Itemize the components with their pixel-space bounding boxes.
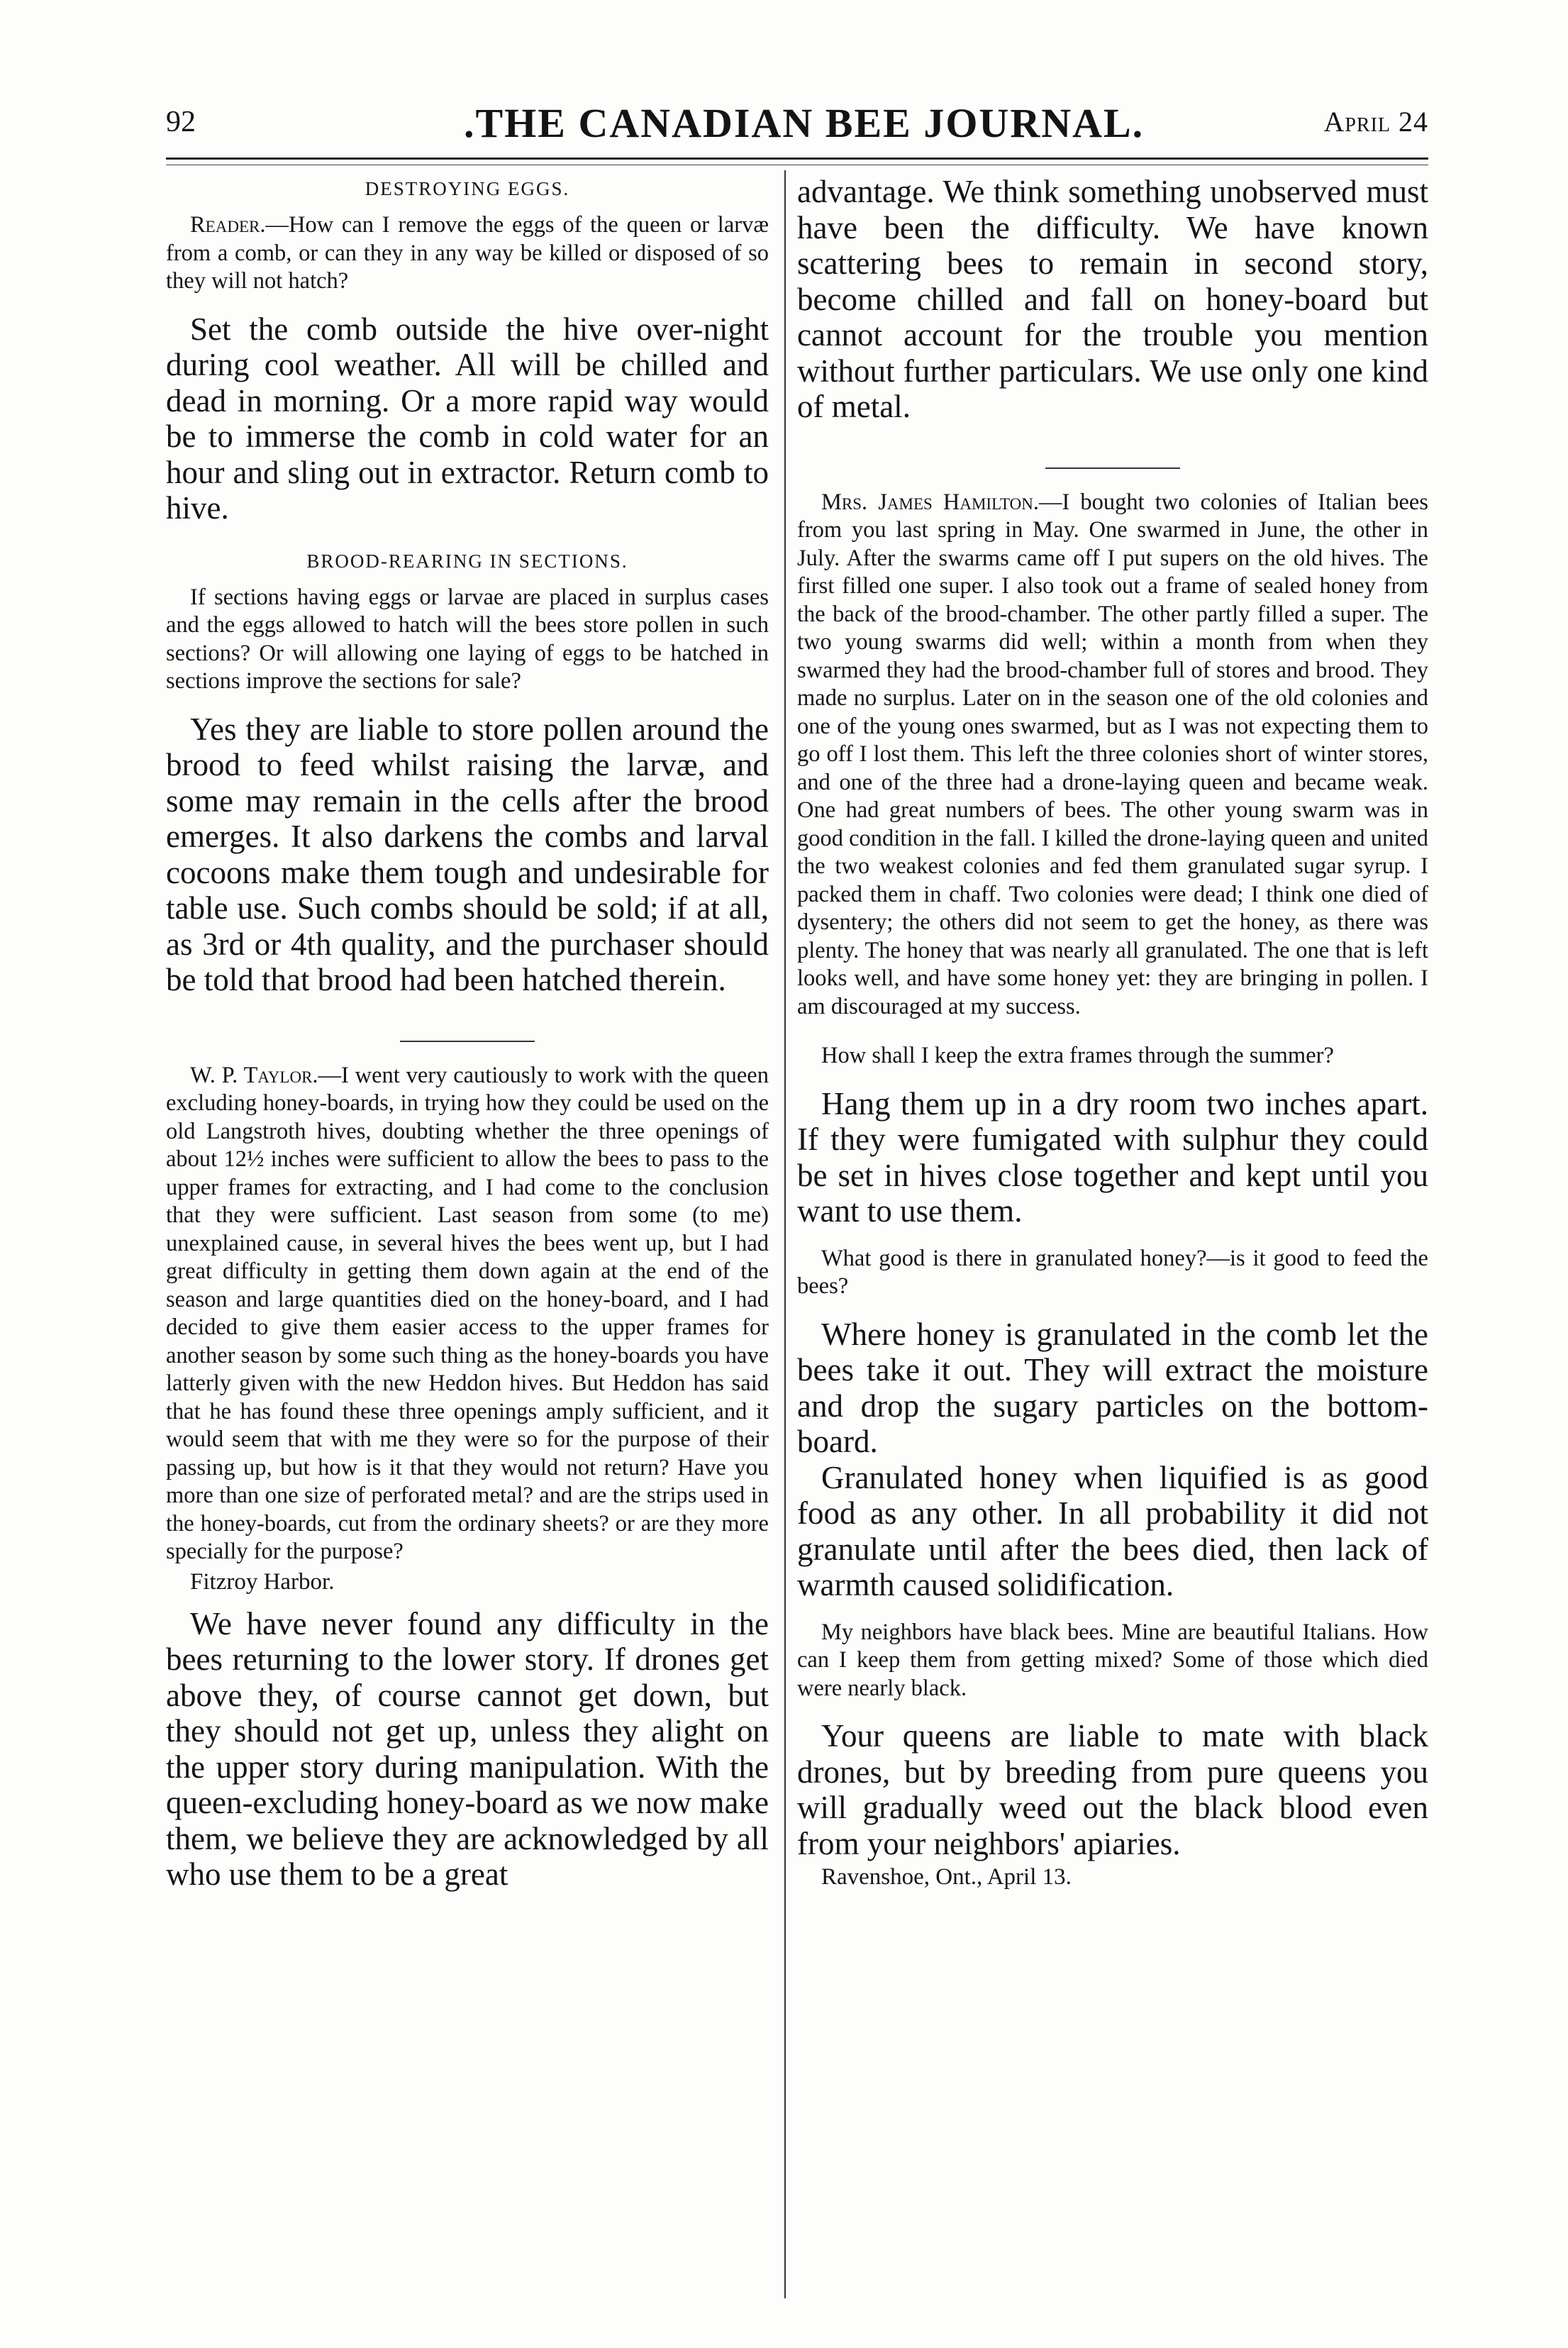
reply-continuation: advantage. We think something unobserved must have been the difficulty. We have known scattering bees to remain in second story, become chilled and fall on honey-board but cannot account for the trouble you mention without further particulars. We use only one kind of metal. bbox=[797, 174, 1428, 424]
letter-signature: Ravenshoe, Ont., April 13. bbox=[821, 1864, 1072, 1890]
answer-granulated-honey-1: Where honey is granulated in the comb let the bees take it out. They will extract the moisture and drop the sugary particles on the bottom-board. bbox=[797, 1316, 1428, 1459]
letter-author: Mrs. James Hamilton. bbox=[821, 489, 1039, 515]
question-reader bbox=[166, 211, 769, 296]
issue-date: April 24 bbox=[1323, 106, 1428, 138]
answer-brood-rearing: Yes they are liable to store pollen around the brood to feed whilst raising the larvæ, and some may remain in the cells after the brood emerges. It also darkens the combs and larval cocoons make them tough and undesirable for table use. Such combs should be sold; if at all, as 3rd or 4th quality, and the purchaser should be told that brood had been hatched therein. bbox=[166, 711, 769, 997]
letter-text: —I went very cautiously to work with the queen excluding honey-boards, in trying how they could be used on the old Langstroth hives, doubting whether the three openings of about 12½ inches were sufficient to allow the bees to pass to the upper frames for extracting, and I had come to the conclusion that they were sufficient. Last season from some (to me) unexplained cause, in several hives the bees went up, but I had great difficulty in getting them down again at the end of the season and large quantities died on the honey-board, and I had decided to give them easier access to the upper frames for another season by some such thing as the honey-boards you have latterly given with the new Heddon hives. But Heddon has said that he has found these three openings amply sufficient, and it would seem that with me they were so for the purpose of their passing up, but how is it that they would not return? Have you more than one size of perforated metal? and are the strips used in the honey-boards, cut from the ordinary sheets? or are they more specially for the purpose? bbox=[166, 1062, 769, 1564]
question-granulated-honey: What good is there in granulated honey?—is it good to feed the bees? bbox=[797, 1245, 1428, 1299]
section-separator bbox=[1045, 467, 1180, 469]
heading-brood-rearing: BROOD-REARING IN SECTIONS. bbox=[306, 550, 628, 572]
question-text: —How can I remove the eggs of the queen or larvæ from a comb, or can they in any way be killed or disposed of so they will not hatch? bbox=[166, 212, 769, 294]
column-divider bbox=[784, 170, 786, 2298]
letter-signature: Fitzroy Harbor. bbox=[190, 1568, 335, 1595]
heading-destroying-eggs: DESTROYING EGGS. bbox=[365, 178, 570, 199]
question-black-bees: My neighbors have black bees. Mine are beautiful Italians. How can I keep them from getting mixed? Some of those which died were nearly black. bbox=[797, 1619, 1428, 1701]
page-number: 92 bbox=[166, 106, 196, 138]
header-rule bbox=[166, 157, 1428, 160]
question-brood-rearing: If sections having eggs or larvae are placed in surplus cases and the eggs allowed to hatch will the bees store pollen in such sections? Or will allowing one laying of eggs to be hatched in sections improve the sections for sale? bbox=[166, 584, 769, 694]
page-header bbox=[166, 99, 1428, 149]
letter-hamilton bbox=[797, 489, 1428, 1021]
letter-author: W. P. Taylor. bbox=[190, 1062, 318, 1088]
journal-title: .THE CANADIAN BEE JOURNAL. bbox=[464, 100, 1145, 146]
section-separator bbox=[400, 1041, 535, 1042]
letter-text: —I bought two colonies of Italian bees from you last spring in May. One swarmed in June, the other in July. After the swarms came off I put supers on the old hives. The first filled one super. I also took out a frame of sealed honey from the back of the brood-chamber. The other partly filled a super. The two young swarms did well; within a month from when they swarmed they had the brood-chamber full of stores and brood. They made no surplus. Later on in the season one of the old colonies and one of the young ones swarmed, but as I was not expecting them to go off I lost them. This left the three colonies short of winter stores, and one of the three had a drone-laying queen and became weak. One had great numbers of bees. The other young swarm was in good condition in the fall. I killed the drone-laying queen and united the two weakest colonies and fed them granulated sugar syrup. I packed them in chaff. Two colonies were dead; I think one died of dysentery; the others did not seem to get the honey, as there was plenty. The honey that was nearly all granulated. The one that is left looks well, and have some honey yet: they are bringing in pollen. I am discouraged at my success. bbox=[797, 489, 1428, 1019]
left-column bbox=[166, 174, 769, 1893]
answer-black-bees: Your queens are liable to mate with black drones, but by breeding from pure queens you will gradually weed out the black blood even from your neighbors' apiaries. bbox=[797, 1718, 1428, 1861]
editor-reply: We have never found any difficulty in the bees returning to the lower story. If drones get above they, of course cannot get down, but they should not get up, unless they alight on the upper story during manipulation. With the queen-excluding honey-board as we now make them, we believe they are acknowledged by all who use them to be a great bbox=[166, 1605, 769, 1892]
answer-destroying-eggs: Set the comb outside the hive over-night during cool weather. All will be chilled and dead in morning. Or a more rapid way would be to immerse the comb in cold water for an hour and sling out in extractor. Return comb to hive. bbox=[166, 311, 769, 526]
question-extra-frames: How shall I keep the extra frames through the summer? bbox=[821, 1043, 1334, 1068]
answer-granulated-honey-2: Granulated honey when liquified is as good food as any other. In all probability it did not granulate until after the bees died, then lack of warmth caused solidification. bbox=[797, 1459, 1428, 1602]
answer-extra-frames: Hang them up in a dry room two inches apart. If they were fumigated with sulphur they could be set in hives close together and kept until you want to use them. bbox=[797, 1085, 1428, 1229]
questioner-name: Reader. bbox=[190, 212, 266, 238]
letter-taylor bbox=[166, 1062, 769, 1566]
right-column bbox=[797, 174, 1428, 1901]
